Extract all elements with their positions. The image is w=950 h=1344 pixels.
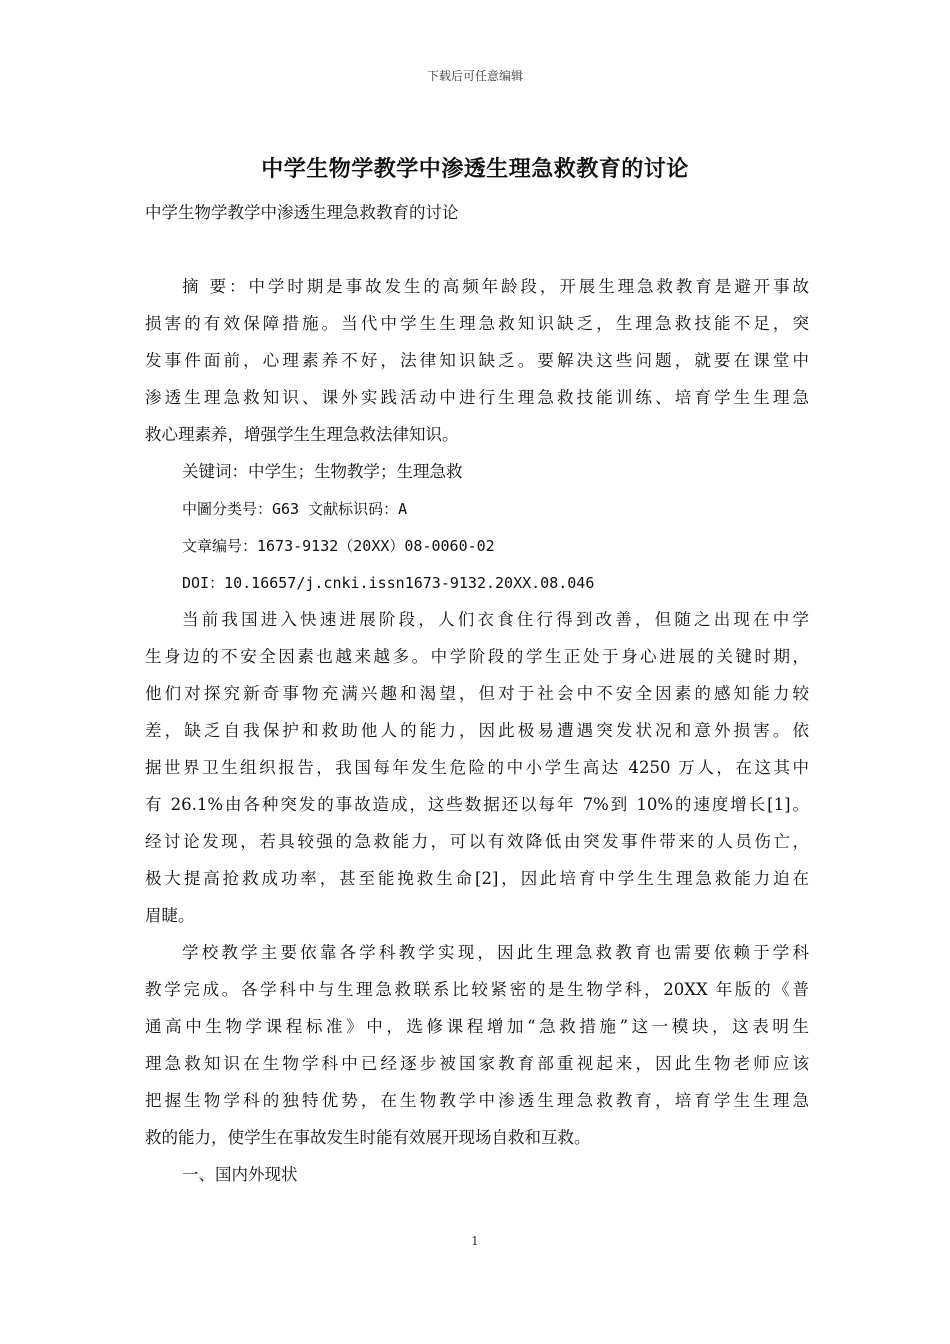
page-header-note: 下载后可任意编辑 bbox=[426, 69, 523, 83]
blank-line bbox=[145, 237, 809, 274]
page-number: 1 bbox=[471, 1234, 479, 1248]
paragraph-line: 他们对探究新奇事物充满兴趣和渴望，但对于社会中不安全因素的感知能力较 bbox=[145, 684, 809, 703]
paragraph-line: 救的能力，使学生在事故发生时能有效展开现场自救和互救。 bbox=[145, 1128, 591, 1147]
paragraph-line: 把握生物学科的独特优势，在生物教学中渗透生理急救教育，培育学生生理急 bbox=[145, 1091, 809, 1110]
paragraph-line: 眉睫。 bbox=[145, 906, 195, 925]
paragraph-line: 学校教学主要依靠各学科教学实现，因此生理急救教育也需要依赖于学科 bbox=[182, 943, 809, 962]
document-title: 中学生物学教学中渗透生理急救教育的讨论 bbox=[261, 156, 689, 182]
article-number-line: 文章编号：1673-9132（20XX）08-0060-02 bbox=[182, 537, 495, 555]
paragraph-line: 差，缺乏自我保护和救助他人的能力，因此极易遭遇突发状况和意外损害。依 bbox=[145, 721, 809, 740]
abstract-line: 渗透生理急救知识、课外实践活动中进行生理急救技能训练、培育学生生理急 bbox=[145, 388, 809, 407]
body-paragraph-1 bbox=[145, 607, 809, 940]
paragraph-line: 据世界卫生组织报告，我国每年发生危险的中小学生高达 4250 万人，在这其中 bbox=[145, 758, 809, 777]
abstract-line: 救心理素养，增强学生生理急救法律知识。 bbox=[145, 425, 459, 444]
abstract-paragraph bbox=[145, 274, 809, 459]
paragraph-line: 教学完成。各学科中与生理急救联系比较紧密的是生物学科，20XX 年版的《普 bbox=[145, 980, 809, 999]
document-body bbox=[145, 200, 809, 1199]
paragraph-line: 经讨论发现，若具较强的急救能力，可以有效降低由突发事件带来的人员伤亡， bbox=[145, 832, 809, 851]
paragraph-line: 极大提高抢救成功率，甚至能挽救生命[2]，因此培育中学生生理急救能力迫在 bbox=[145, 869, 809, 888]
keywords-line: 关键词：中学生；生物教学；生理急救 bbox=[182, 462, 463, 481]
paragraph-line: 当前我国进入快速进展阶段，人们衣食住行得到改善，但随之出现在中学 bbox=[182, 610, 809, 629]
document-subtitle: 中学生物学教学中渗透生理急救教育的讨论 bbox=[145, 203, 459, 222]
section-heading: 一、国内外现状 bbox=[182, 1165, 298, 1184]
paragraph-line: 通高中生物学课程标准》中，选修课程增加“急救措施”这一模块，这表明生 bbox=[145, 1017, 809, 1036]
abstract-line: 损害的有效保障措施。当代中学生生理急救知识缺乏，生理急救技能不足，突 bbox=[145, 314, 809, 333]
abstract-line: 发事件面前，心理素养不好，法律知识缺乏。要解决这些问题，就要在课堂中 bbox=[145, 351, 809, 370]
paragraph-line: 理急救知识在生物学科中已经逐步被国家教育部重视起来，因此生物老师应该 bbox=[145, 1054, 809, 1073]
paragraph-line: 有 26.1%由各种突发的事故造成，这些数据还以每年 7%到 10%的速度增长[1]。 bbox=[145, 795, 809, 814]
doi-line: DOI：10.16657/j.cnki.issn1673-9132.20XX.08.046 bbox=[182, 574, 595, 592]
body-paragraph-2 bbox=[145, 940, 809, 1162]
classification-line: 中圖分类号：G63 文献标识码：A bbox=[182, 500, 408, 518]
paragraph-line: 生身边的不安全因素也越来越多。中学阶段的学生正处于身心进展的关键时期， bbox=[145, 647, 809, 666]
abstract-line: 摘 要：中学时期是事故发生的高频年龄段，开展生理急救教育是避开事故 bbox=[182, 277, 809, 296]
